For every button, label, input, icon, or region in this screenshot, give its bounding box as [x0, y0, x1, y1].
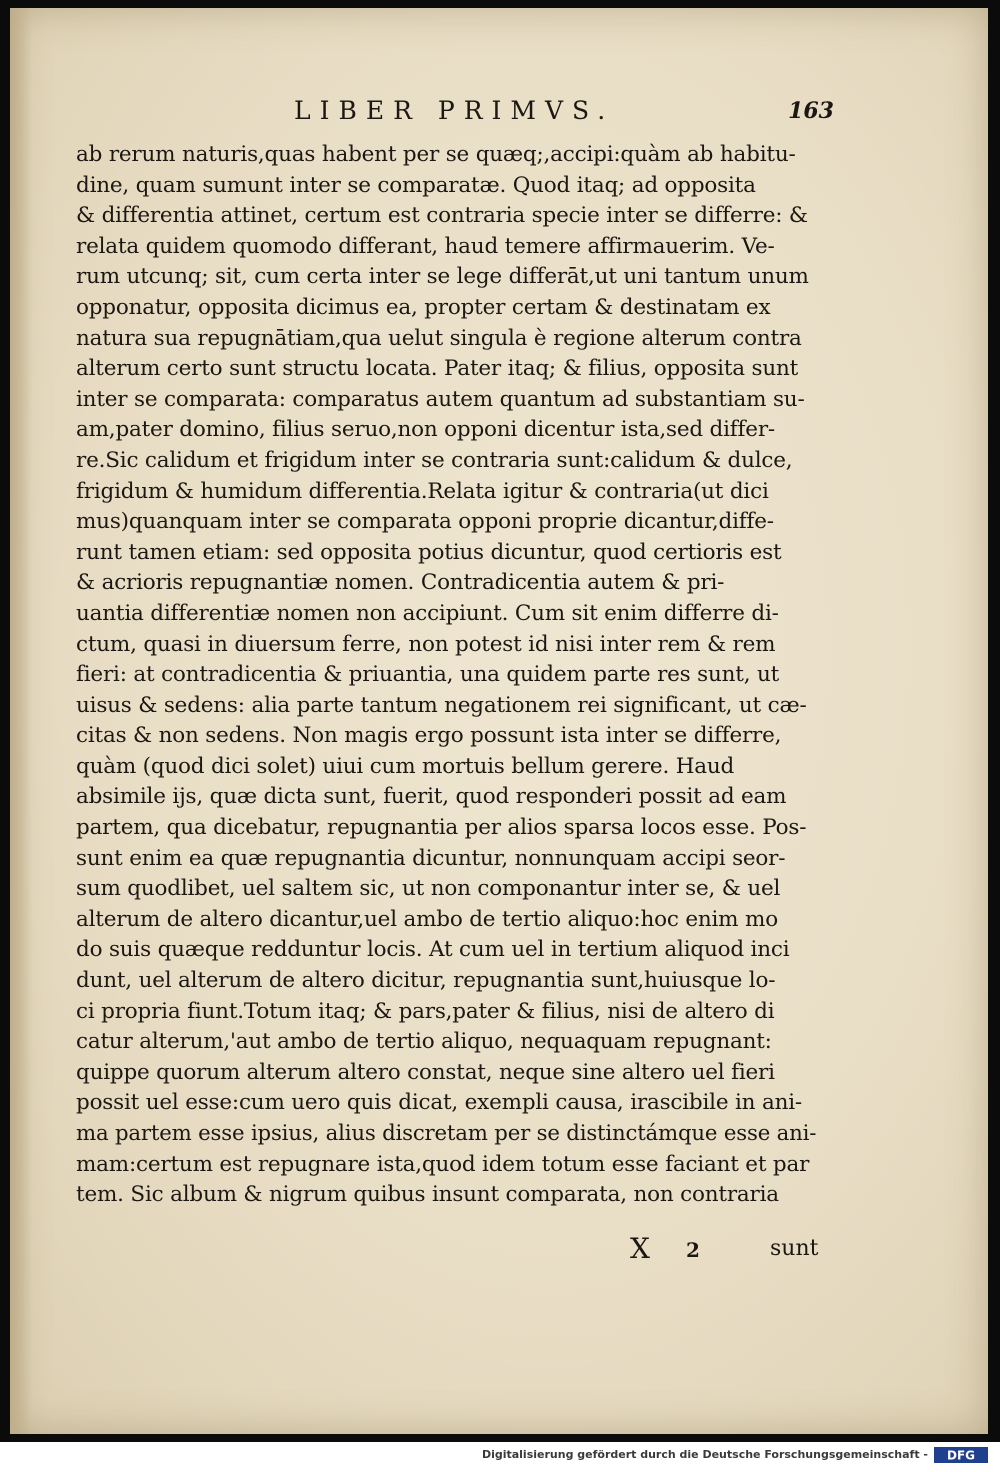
- text-line: mus)quanquam inter se comparata opponi proprie dicantur,diffe-: [76, 509, 774, 535]
- book-page: [10, 8, 988, 1434]
- text-line: inter se comparata: comparatus autem quantum ad substantiam su-: [76, 386, 805, 412]
- text-line: ci propria fiunt.Totum itaq; & pars,pater & filius, nisi de altero di: [76, 998, 775, 1024]
- text-line: am,pater domino, filius seruo,non opponi dicentur ista,sed differ-: [76, 417, 775, 443]
- text-line: do suis quæque redduntur locis. At cum uel in tertium aliquod inci: [76, 937, 790, 963]
- text-line: sunt enim ea quæ repugnantia dicuntur, nonnunquam accipi seor-: [76, 845, 786, 871]
- page-gutter: [10, 8, 32, 1434]
- text-line: absimile ijs, quæ dicta sunt, fuerit, quod responderi possit ad eam: [76, 784, 787, 810]
- text-line: catur alterum,'aut ambo de tertio aliquo, nequaquam repugnant:: [76, 1029, 772, 1055]
- running-title: LIBER PRIMVS.: [294, 96, 615, 125]
- text-line: partem, qua dicebatur, repugnantia per alios sparsa locos esse. Pos-: [76, 815, 807, 841]
- text-line: quàm (quod dici solet) uiui cum mortuis bellum gerere. Haud: [76, 753, 735, 779]
- text-line: rum utcunq; sit, cum certa inter se lege differāt,ut uni tantum unum: [76, 264, 809, 290]
- digitization-credit-bar: [0, 1442, 1000, 1472]
- text-line: uisus & sedens: alia parte tantum negationem rei significant, ut cæ-: [76, 692, 807, 718]
- text-line: ma partem esse ipsius, alius discretam per se distinctámque esse ani-: [76, 1121, 817, 1146]
- body-text: [76, 140, 816, 1211]
- signature-number: 2: [686, 1238, 700, 1262]
- page-header: [294, 94, 834, 130]
- text-line: uantia differentiæ nomen non accipiunt. Cum sit enim differre di-: [76, 600, 779, 626]
- dfg-logo-icon: [934, 1447, 988, 1463]
- text-line: relata quidem quomodo differant, haud temere affirmauerim. Ve-: [76, 233, 775, 259]
- text-line: ctum, quasi in diuersum ferre, non potest id nisi inter rem & rem: [76, 631, 776, 657]
- digitization-credit-text: Digitalisierung gefördert durch die Deutsche Forschungsgemeinschaft -: [481, 1448, 928, 1461]
- text-line: dine, quam sumunt inter se comparatæ. Quod itaq; ad opposita: [76, 172, 756, 198]
- text-line: runt tamen etiam: sed opposita potius dicuntur, quod certioris est: [76, 539, 782, 565]
- text-line: fieri: at contradicentia & priuantia, una quidem parte res sunt, ut: [76, 662, 780, 688]
- text-line: re.Sic calidum et frigidum inter se contraria sunt:calidum & dulce,: [76, 447, 793, 473]
- text-line: & acrioris repugnantiæ nomen. Contradicentia autem & pri-: [76, 570, 725, 596]
- text-line: possit uel esse:cum uero quis dicat, exempli causa, irascibile in ani-: [76, 1090, 802, 1116]
- text-line: frigidum & humidum differentia.Relata igitur & contraria(ut dici: [76, 478, 769, 504]
- page-number: 163: [788, 98, 834, 124]
- text-line: quippe quorum alterum altero constat, neque sine altero uel fieri: [76, 1059, 775, 1085]
- page-footer: [630, 1232, 820, 1272]
- text-line: tem. Sic album & nigrum quibus insunt comparata, non contraria: [76, 1182, 779, 1208]
- signature-mark: X: [630, 1232, 650, 1265]
- text-line: dunt, uel alterum de altero dicitur, repugnantia sunt,huiusque lo-: [76, 968, 776, 994]
- text-line: sum quodlibet, uel saltem sic, ut non componantur inter se, & uel: [76, 876, 781, 902]
- text-line: alterum de altero dicantur,uel ambo de tertio aliquo:hoc enim mo: [76, 906, 778, 932]
- text-line: natura sua repugnātiam,qua uelut singula è regione alterum contra: [76, 325, 802, 351]
- text-line: alterum certo sunt structu locata. Pater itaq; & filius, opposita sunt: [76, 356, 799, 382]
- text-line: mam:certum est repugnare ista,quod idem totum esse faciant et par: [76, 1151, 810, 1177]
- catchword: sunt: [770, 1236, 819, 1261]
- text-line: ab rerum naturis,quas habent per se quæq;,accipi:quàm ab habitu-: [76, 142, 796, 167]
- dfg-logo-text: DFG: [946, 1448, 976, 1463]
- text-line: & differentia attinet, certum est contraria specie inter se differre: &: [76, 203, 808, 229]
- text-line: citas & non sedens. Non magis ergo possunt ista inter se differre,: [76, 723, 782, 749]
- text-line: opponatur, opposita dicimus ea, propter certam & destinatam ex: [76, 294, 771, 320]
